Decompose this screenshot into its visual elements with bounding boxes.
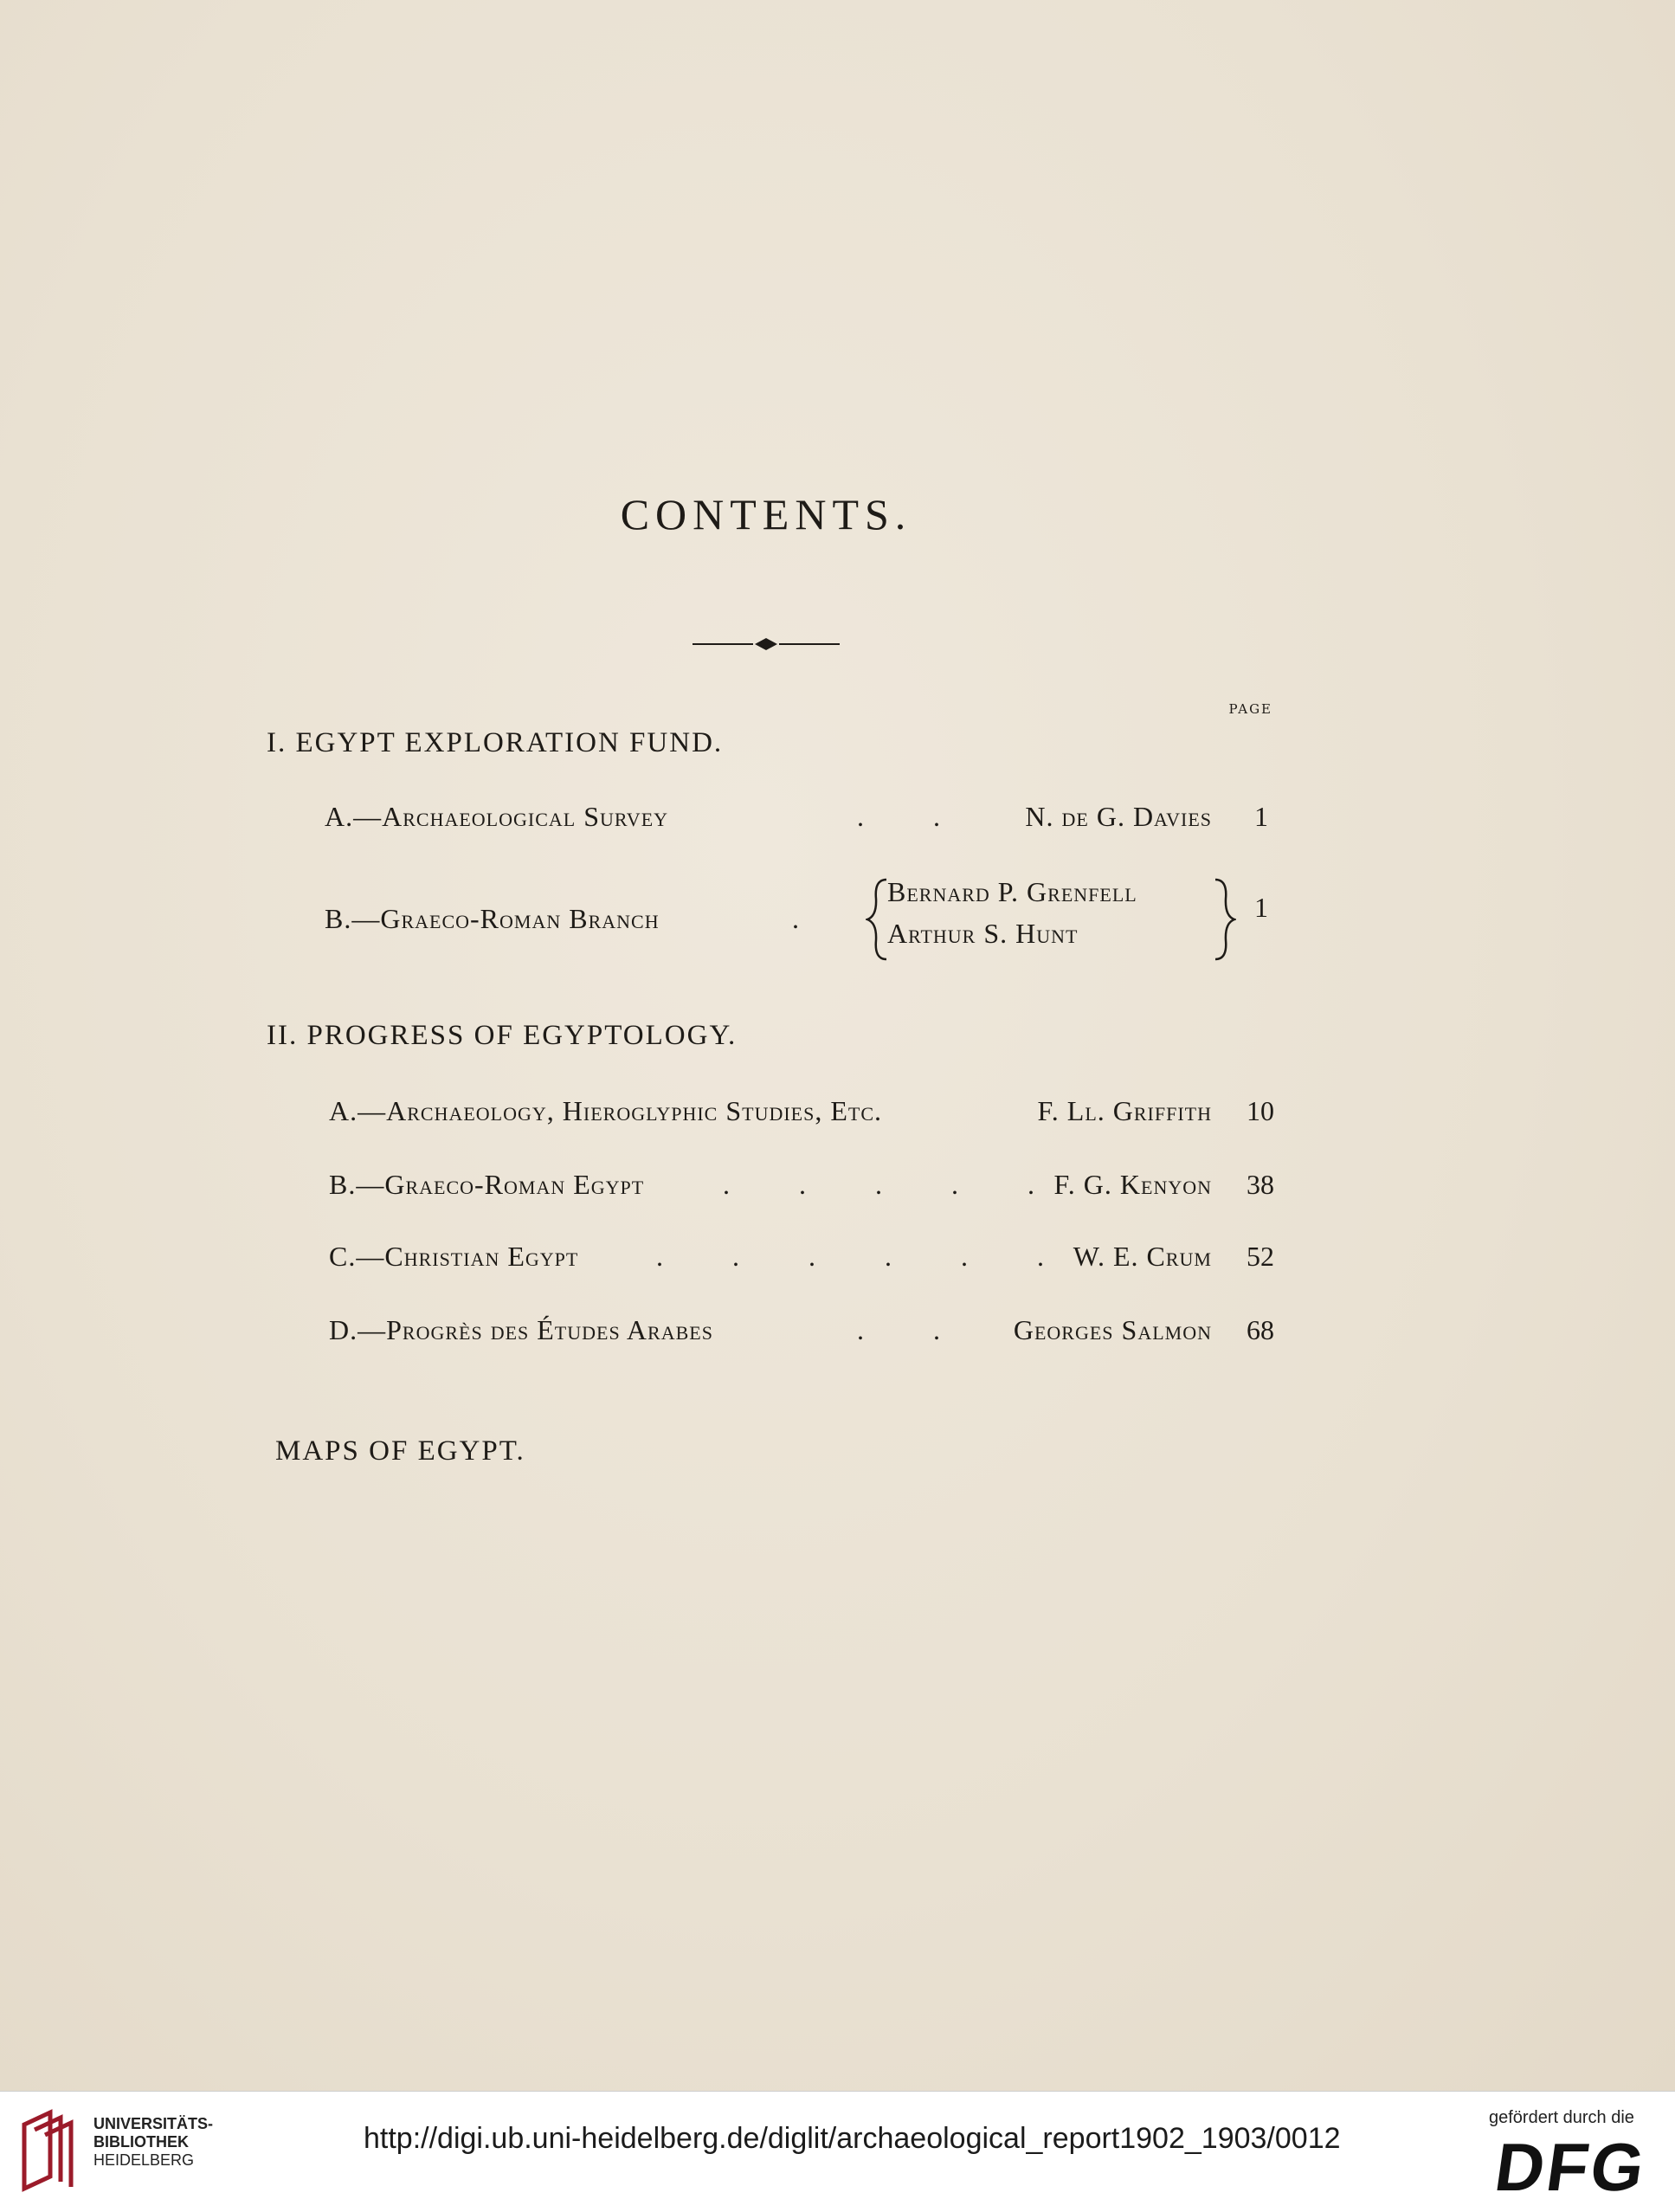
- toc-leader-dots: .: [792, 903, 830, 934]
- left-brace: [866, 876, 890, 963]
- toc-entry-page: 1: [1254, 801, 1268, 832]
- divider-ornament: [693, 632, 840, 656]
- section-heading-1: I. EGYPT EXPLORATION FUND.: [267, 727, 724, 758]
- toc-leader-dots: . . . . . .: [656, 1241, 1075, 1272]
- toc-entry-page: 52: [1247, 1241, 1274, 1272]
- toc-entry-author: F. Ll. Griffith: [1037, 1095, 1212, 1126]
- funding-label: gefördert durch die: [1489, 2108, 1634, 2127]
- toc-entry-label: A.—Archaeology, Hieroglyphic Studies, Etc.: [329, 1095, 883, 1126]
- toc-entry-author: Bernard P. Grenfell: [887, 876, 1137, 907]
- section-heading-2: II. PROGRESS OF EGYPTOLOGY.: [267, 1020, 738, 1051]
- toc-entry-author: F. G. Kenyon: [1053, 1169, 1212, 1200]
- toc-leader-dots: . .: [857, 1314, 971, 1345]
- source-url-link[interactable]: http://digi.ub.uni-heidelberg.de/diglit/archaeological_report1902_1903/0012: [364, 2122, 1341, 2155]
- toc-entry-page: 10: [1247, 1095, 1274, 1126]
- library-name-line: UNIVERSITÄTS-: [93, 2115, 214, 2132]
- toc-leader-dots: . . . . .: [723, 1169, 1066, 1200]
- toc-entry-label: B.—Graeco-Roman Egypt: [329, 1169, 645, 1200]
- toc-entry-page: 68: [1247, 1314, 1274, 1345]
- page-title: CONTENTS.: [620, 490, 912, 538]
- library-name: [93, 2115, 213, 2170]
- toc-entry-page: 38: [1247, 1169, 1274, 1200]
- library-name-line: HEIDELBERG: [93, 2151, 195, 2169]
- toc-entry-author: Georges Salmon: [1013, 1314, 1212, 1345]
- toc-entry-label: D.—Progrès des Études Arabes: [329, 1314, 713, 1345]
- toc-entry-label: A.—Archaeological Survey: [325, 801, 669, 832]
- toc-entry-label: B.—Graeco-Roman Branch: [325, 903, 660, 934]
- library-logo-icon: [16, 2107, 74, 2194]
- toc-entry-author: W. E. Crum: [1073, 1241, 1212, 1272]
- toc-entry-author: N. de G. Davies: [1025, 801, 1212, 832]
- toc-entry-page: 1: [1254, 892, 1268, 923]
- toc-entry-label: C.—Christian Egypt: [329, 1241, 579, 1272]
- page-column-label: PAGE: [1228, 701, 1272, 717]
- footer-bar: [0, 2091, 1675, 2212]
- toc-leader-dots: . .: [857, 801, 971, 832]
- dfg-logo: DFG: [1490, 2129, 1652, 2205]
- toc-entry-author: Arthur S. Hunt: [887, 918, 1079, 949]
- library-name-line: BIBLIOTHEK: [93, 2133, 189, 2151]
- maps-heading: MAPS OF EGYPT.: [275, 1435, 525, 1467]
